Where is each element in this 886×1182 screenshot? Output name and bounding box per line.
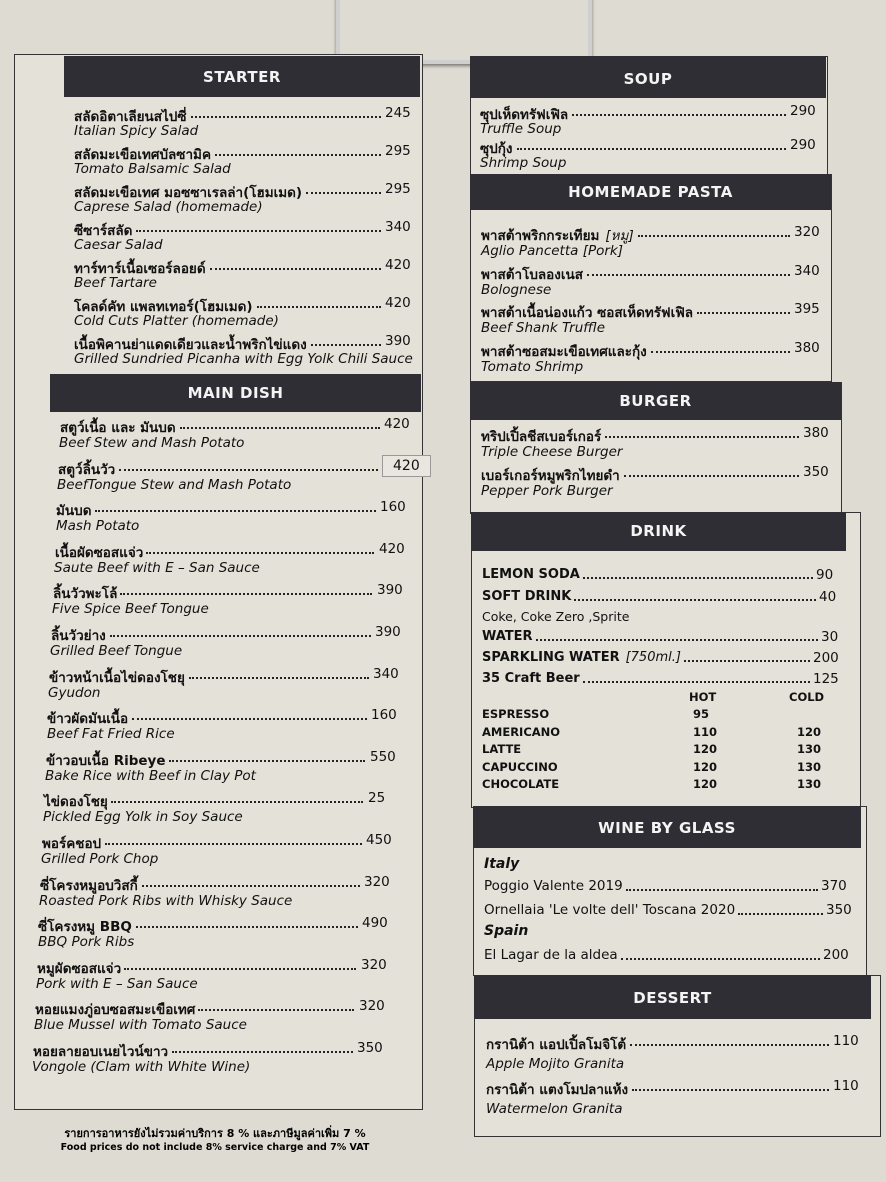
main-item-english: Bake Rice with Beef in Clay Pot <box>45 767 256 784</box>
main-item-price: 420 <box>379 540 405 557</box>
dessert-item-price: 110 <box>833 1078 859 1094</box>
dot-leader <box>605 436 799 438</box>
drink-item-name: WATER <box>482 629 533 644</box>
main-item-price: 390 <box>375 624 401 640</box>
drink-item-price: 30 <box>821 629 839 645</box>
starter-item-name: สลัดมะเขือเทศ มอซซาเรลล่า(โฮมเมด) <box>74 185 303 201</box>
main-item-english: Roasted Pork Ribs with Whisky Sauce <box>39 892 293 909</box>
soup-item-price: 290 <box>790 137 816 153</box>
dot-leader <box>132 718 367 720</box>
burger-header: BURGER <box>470 382 841 420</box>
dessert-item-price: 110 <box>833 1033 859 1049</box>
wine-item-price: 370 <box>821 878 847 894</box>
dessert-item-name: กรานิต้า แอปเปิ้ลโมจิโต้ <box>486 1037 627 1053</box>
pasta-item-note: [หมู] <box>605 228 634 244</box>
wine-item-price: 350 <box>826 902 852 918</box>
main-item-price: 490 <box>362 915 388 932</box>
dot-leader <box>630 1044 829 1046</box>
main-item-english: Mash Potato <box>56 518 140 535</box>
wine-item-name: El Lagar de la aldea <box>484 947 618 963</box>
dot-leader <box>210 268 381 270</box>
dot-leader <box>198 1009 354 1011</box>
dot-leader <box>191 116 381 118</box>
burger-item-name: ทริปเปิ้ลชีสเบอร์เกอร์ <box>481 429 602 445</box>
starter-item-name: ทาร์ทาร์เนื้อเซอร์ลอยด์ <box>74 261 206 277</box>
main-item-name: เนื้อผัดซอสแจ่ว <box>55 544 144 561</box>
starter-item-english: Caesar Salad <box>74 237 163 253</box>
dot-leader <box>169 760 365 762</box>
drink-item-price: 200 <box>813 650 839 666</box>
wine-header: WINE BY GLASS <box>473 806 861 848</box>
dessert-item-english: Apple Mojito Granita <box>486 1056 625 1072</box>
wine-item-name: Poggio Valente 2019 <box>484 878 623 894</box>
starter-item-english: Beef Tartare <box>74 275 157 291</box>
starter-item-name: สลัดมะเขือเทศบัลซามิค <box>74 147 211 163</box>
main-item-english: Saute Beef with E – San Sauce <box>54 559 260 576</box>
coffee-name: CHOCOLATE <box>482 777 560 791</box>
pasta-item-price: 380 <box>794 339 820 356</box>
main-item-name: หมูผัดซอสแจ่ว <box>37 960 122 977</box>
burger-item-english: Triple Cheese Burger <box>481 444 623 460</box>
starter-item-english: Italian Spicy Salad <box>74 123 199 139</box>
starter-item-english: Tomato Balsamic Salad <box>74 161 231 177</box>
main-dish-header: MAIN DISH <box>50 374 421 412</box>
main-item-english: BeefTongue Stew and Mash Potato <box>57 476 292 493</box>
main-item-price: 320 <box>361 956 387 973</box>
coffee-name: LATTE <box>482 742 522 756</box>
starter-item-name: สลัดอิตาเลียนสไปซี่ <box>74 109 187 125</box>
coffee-hot-price: 120 <box>693 742 718 756</box>
main-item-name: ข้าวอบเนื้อ Ribeye <box>46 752 166 769</box>
pasta-item-price: 340 <box>794 262 820 279</box>
main-item-english: Pickled Egg Yolk in Soy Sauce <box>43 809 243 826</box>
pasta-item-name: พาสต้าเนื้อน่องแก้ว ซอสเห็ดทรัฟเฟิล <box>481 305 694 321</box>
starter-item-name: โคลด์คัท แพลทเทอร์(โฮมเมด) <box>74 299 253 315</box>
pasta-item-name: พาสต้าโบลองเนส <box>481 266 583 283</box>
main-item-name: พอร์คชอป <box>42 836 102 852</box>
dessert-header: DESSERT <box>474 975 871 1019</box>
main-item-price: 350 <box>357 1040 383 1056</box>
main-item-price: 420 <box>382 455 431 477</box>
main-item-english: Blue Mussel with Tomato Sauce <box>34 1017 247 1034</box>
soup-item-name: ซุปกุ้ง <box>480 141 513 157</box>
soup-item-english: Truffle Soup <box>480 121 562 137</box>
drink-item-name: 35 Craft Beer <box>482 671 580 686</box>
drink-item-volume: [750ml.] <box>625 650 681 665</box>
dot-leader <box>142 885 360 887</box>
dot-leader <box>120 593 372 595</box>
pasta-item-english: Beef Shank Truffle <box>481 320 606 336</box>
burger-item-name: เบอร์เกอร์หมูพริกไทยดำ <box>481 467 620 484</box>
dot-leader <box>136 926 358 928</box>
dot-leader <box>583 681 810 683</box>
main-item-name: มันบด <box>56 503 92 520</box>
dot-leader <box>738 913 823 915</box>
main-item-name: ซี่โครงหมู BBQ <box>38 919 132 936</box>
main-item-name: สตูว์เนื้อ และ มันบด <box>60 420 176 436</box>
dot-leader <box>95 510 376 512</box>
dot-leader <box>517 148 787 150</box>
starter-item-price: 420 <box>385 295 411 311</box>
dot-leader <box>172 1051 353 1053</box>
dot-leader <box>638 235 790 237</box>
dessert-item-name: กรานิต้า แตงโมปลาแห้ง <box>486 1082 629 1098</box>
coffee-name: ESPRESSO <box>482 707 550 721</box>
main-item-english: Gyudon <box>48 684 101 701</box>
coffee-hot-price: 120 <box>693 777 718 791</box>
dot-leader <box>110 635 371 637</box>
dot-leader <box>311 344 381 346</box>
starter-item-price: 390 <box>385 333 411 349</box>
drink-item-name: SPARKLING WATER <box>482 650 620 665</box>
dot-leader <box>684 660 810 662</box>
coffee-name: AMERICANO <box>482 724 561 739</box>
footer-note-thai: รายการอาหารยังไม่รวมค่าบริการ 8 % และภาษีมูลค่าเพิ่ม 7 % <box>64 1127 366 1140</box>
starter-item-price: 420 <box>385 257 411 273</box>
dot-leader <box>306 192 381 194</box>
dot-leader <box>119 469 378 471</box>
dot-leader <box>651 351 790 353</box>
soup-item-name: ซุปเห็ดทรัฟเฟิล <box>480 107 569 123</box>
main-item-english: Pork with E – San Sauce <box>36 975 198 992</box>
starter-item-name: เนื้อพิคานย่าแดดเดียวและน้ำพริกไข่แดง <box>74 337 307 353</box>
burger-item-price: 350 <box>803 463 829 480</box>
dot-leader <box>124 968 356 970</box>
dot-leader <box>136 230 381 232</box>
soup-item-english: Shrimp Soup <box>480 155 567 171</box>
main-item-name: หอยแมงภู่อบซอสมะเขือเทศ <box>35 1002 196 1019</box>
main-item-name: ข้าวผัดมันเนื้อ <box>47 711 129 728</box>
coffee-cold-price: 130 <box>797 742 822 756</box>
starter-header: STARTER <box>64 56 420 97</box>
pasta-item-name: พาสต้าซอสมะเขือเทศและกุ้ง <box>481 343 647 360</box>
main-item-price: 160 <box>371 707 397 724</box>
starter-item-price: 340 <box>385 219 411 235</box>
pasta-item-english: Tomato Shrimp <box>481 358 584 375</box>
wine-item-name: Ornellaia 'Le volte dell' Toscana 2020 <box>484 902 736 918</box>
main-item-price: 340 <box>373 665 399 682</box>
dot-leader <box>574 599 816 601</box>
drink-item-price: 90 <box>816 567 834 583</box>
starter-item-english: Caprese Salad (homemade) <box>74 199 263 215</box>
main-item-price: 25 <box>368 790 386 807</box>
pasta-item-english: Aglio Pancetta [Pork] <box>481 243 624 259</box>
pasta-header: HOMEMADE PASTA <box>470 174 831 210</box>
main-item-name: ข้าวหน้าเนื้อไข่ดองโชยุ <box>49 669 185 686</box>
main-item-english: Grilled Pork Chop <box>41 851 159 867</box>
starter-item-english: Cold Cuts Platter (homemade) <box>74 313 279 329</box>
main-item-english: Beef Stew and Mash Potato <box>59 435 245 451</box>
coffee-cold-price: 130 <box>797 759 822 774</box>
main-item-english: Beef Fat Fried Rice <box>47 726 175 743</box>
coffee-header-hot: HOT <box>689 690 717 704</box>
main-item-english: Grilled Beef Tongue <box>50 643 183 659</box>
pasta-item-price: 395 <box>794 301 820 317</box>
main-item-english: Five Spice Beef Tongue <box>52 601 209 618</box>
drink-item-name: SOFT DRINK <box>482 589 572 604</box>
main-item-name: ลิ้นวัวพะโล้ <box>53 586 118 603</box>
dot-leader <box>146 552 374 554</box>
drink-item-sub: Coke, Coke Zero ,Sprite <box>482 609 630 624</box>
starter-item-price: 245 <box>385 105 411 121</box>
coffee-cold-price: 120 <box>797 724 822 739</box>
starter-item-english: Grilled Sundried Picanha with Egg Yolk Chili Sauce <box>74 351 413 367</box>
coffee-name: CAPUCCINO <box>482 759 558 774</box>
pasta-item-price: 320 <box>794 224 820 240</box>
coffee-hot-price: 95 <box>693 707 710 721</box>
drink-item-name: LEMON SODA <box>482 567 580 582</box>
main-item-price: 390 <box>377 582 403 599</box>
main-item-name: ลิ้นวัวย่าง <box>51 628 106 644</box>
wine-country-spain: Spain <box>484 923 529 939</box>
coffee-hot-price: 110 <box>693 724 718 739</box>
main-item-name: หอยลายอบเนยไวน์ขาว <box>33 1044 169 1060</box>
coffee-header-cold: COLD <box>789 690 825 704</box>
dot-leader <box>626 889 818 891</box>
main-item-price: 450 <box>366 832 392 848</box>
dot-leader <box>621 958 820 960</box>
pasta-item-english: Bolognese <box>481 281 552 298</box>
soup-item-price: 290 <box>790 103 816 119</box>
main-item-english: BBQ Pork Ribs <box>38 934 135 951</box>
soup-header: SOUP <box>470 56 826 98</box>
main-item-name: ซี่โครงหมูอบวิสกี้ <box>40 877 138 894</box>
main-item-price: 320 <box>364 873 390 890</box>
main-item-price: 160 <box>380 499 406 516</box>
burger-item-price: 380 <box>803 425 829 441</box>
dot-leader <box>111 801 363 803</box>
main-item-price: 550 <box>370 748 396 765</box>
dot-leader <box>215 154 381 156</box>
main-item-price: 320 <box>359 998 385 1015</box>
pasta-item-name: พาสต้าพริกกระเทียม <box>481 228 600 244</box>
drink-item-price: 125 <box>813 671 839 687</box>
dot-leader <box>697 312 790 314</box>
dot-leader <box>257 306 381 308</box>
main-item-price: 420 <box>384 416 410 432</box>
dot-leader <box>583 577 813 579</box>
dot-leader <box>587 274 790 276</box>
dot-leader <box>105 843 362 845</box>
starter-item-price: 295 <box>385 143 411 159</box>
dot-leader <box>572 114 786 116</box>
dessert-item-english: Watermelon Granita <box>486 1101 623 1117</box>
main-item-name: ไข่ดองโชยุ <box>44 794 108 811</box>
dot-leader <box>632 1089 829 1091</box>
starter-item-price: 295 <box>385 181 411 197</box>
main-item-name: สตูว์ลิ้นวัว <box>58 461 116 478</box>
coffee-hot-price: 120 <box>693 759 718 774</box>
footer-note-english: Food prices do not include 8% service charge and 7% VAT <box>60 1142 370 1153</box>
dot-leader <box>536 639 818 641</box>
dot-leader <box>189 677 369 679</box>
dot-leader <box>180 427 380 429</box>
wine-country-italy: Italy <box>484 856 520 872</box>
main-item-english: Vongole (Clam with White Wine) <box>32 1059 251 1075</box>
drink-header: DRINK <box>471 512 846 551</box>
wine-item-price: 200 <box>823 947 849 963</box>
dot-leader <box>624 475 799 477</box>
drink-item-price: 40 <box>819 589 837 605</box>
burger-item-english: Pepper Pork Burger <box>481 482 613 499</box>
coffee-cold-price: 130 <box>797 777 822 791</box>
starter-item-name: ซีซาร์สลัด <box>74 223 133 239</box>
